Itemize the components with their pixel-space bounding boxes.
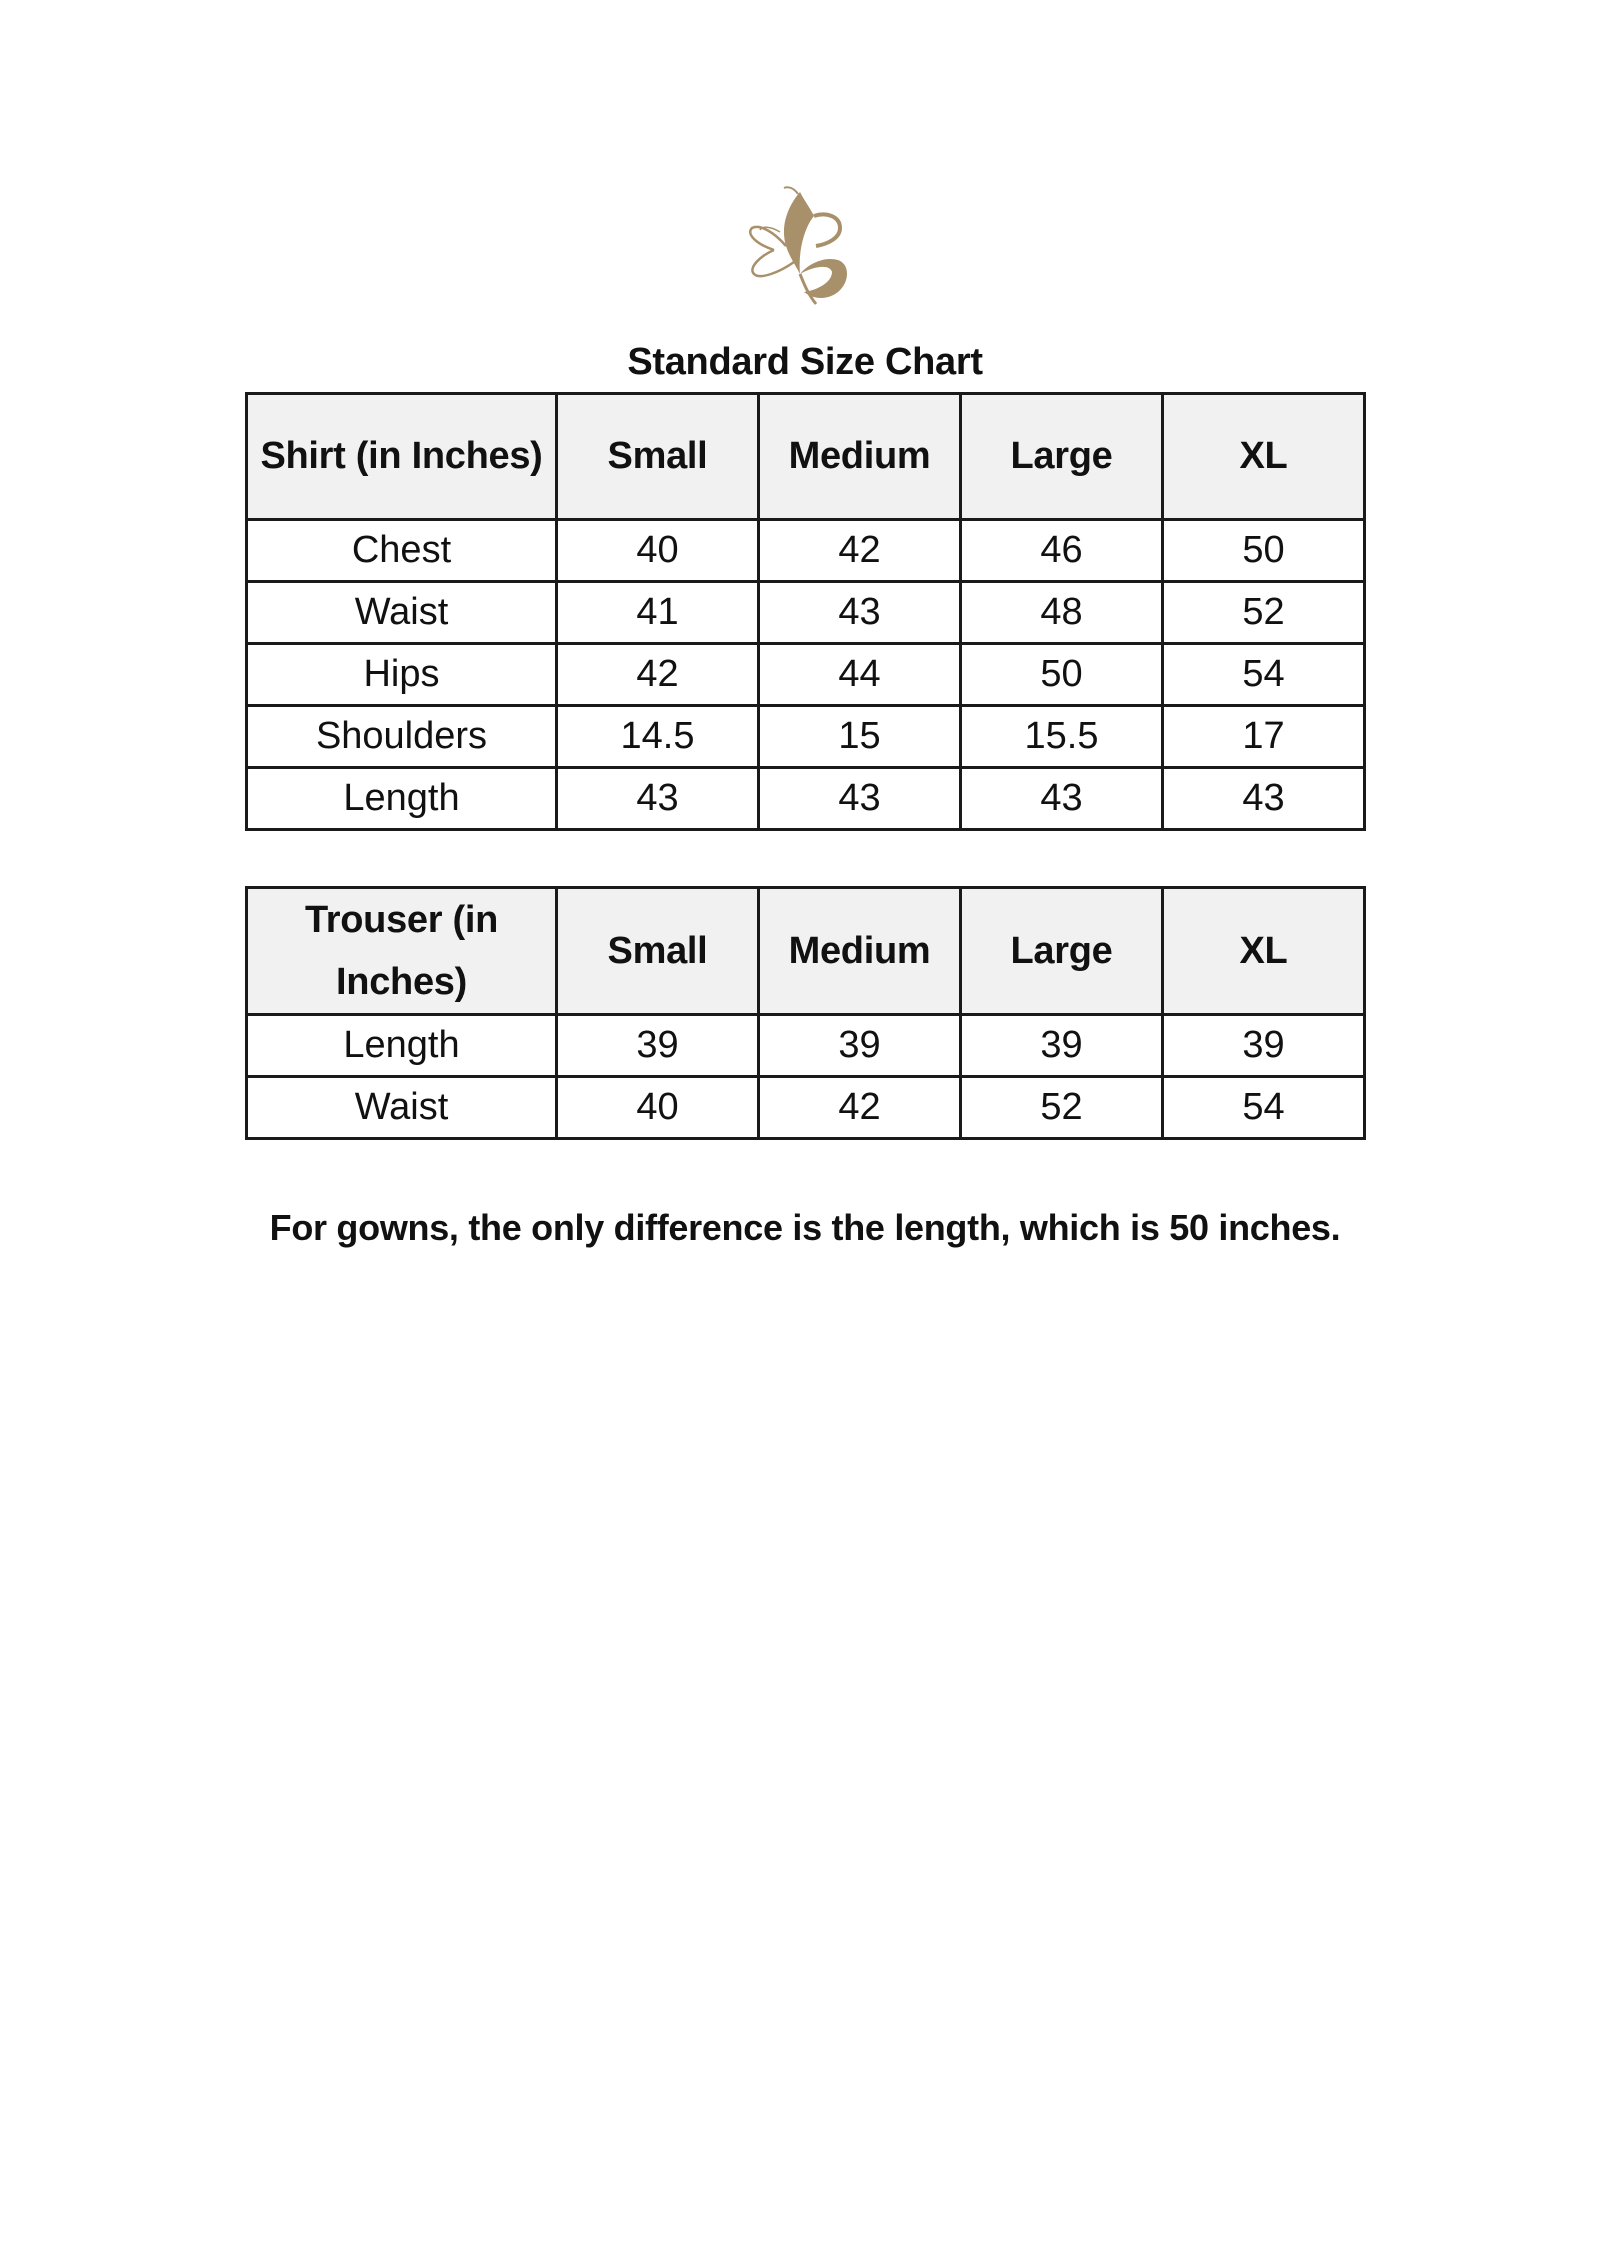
column-header-small: Small (557, 888, 759, 1015)
table-row (247, 582, 1365, 644)
table-cell: 50 (961, 644, 1163, 706)
page-title: Standard Size Chart (627, 341, 983, 383)
row-label: Shoulders (247, 706, 557, 768)
table-cell: 46 (961, 520, 1163, 582)
row-label: Chest (247, 520, 557, 582)
table-cell: 39 (557, 1015, 759, 1077)
column-header-garment (247, 888, 557, 1015)
table-row (247, 1077, 1365, 1139)
row-label: Length (247, 1015, 557, 1077)
table-row (247, 644, 1365, 706)
table-cell: 41 (557, 582, 759, 644)
table-row (247, 768, 1365, 830)
butterfly-logo-icon (738, 182, 856, 308)
table-cell: 40 (557, 520, 759, 582)
column-header-xl: XL (1163, 394, 1365, 520)
column-header-garment: Shirt (in Inches) (247, 394, 557, 520)
table-cell: 42 (759, 520, 961, 582)
table-cell: 43 (557, 768, 759, 830)
row-label: Hips (247, 644, 557, 706)
column-header-medium: Medium (759, 394, 961, 520)
column-header-medium: Medium (759, 888, 961, 1015)
table-header-row (247, 394, 1365, 520)
table-cell: 43 (759, 768, 961, 830)
table-cell: 15.5 (961, 706, 1163, 768)
table-cell: 43 (759, 582, 961, 644)
column-header-small: Small (557, 394, 759, 520)
table-cell: 39 (1163, 1015, 1365, 1077)
table-cell: 17 (1163, 706, 1365, 768)
table-row (247, 520, 1365, 582)
column-header-large: Large (961, 394, 1163, 520)
column-header-xl: XL (1163, 888, 1365, 1015)
table-cell: 15 (759, 706, 961, 768)
row-label: Length (247, 768, 557, 830)
table-row (247, 1015, 1365, 1077)
table-cell: 14.5 (557, 706, 759, 768)
table-cell: 43 (1163, 768, 1365, 830)
table-cell: 50 (1163, 520, 1365, 582)
table-header-row (247, 888, 1365, 1015)
column-header-large: Large (961, 888, 1163, 1015)
table-cell: 52 (961, 1077, 1163, 1139)
table-cell: 42 (759, 1077, 961, 1139)
table-cell: 44 (759, 644, 961, 706)
row-label: Waist (247, 1077, 557, 1139)
table-cell: 48 (961, 582, 1163, 644)
gown-length-note: For gowns, the only difference is the length, which is 50 inches. (269, 1207, 1341, 1248)
column-header-garment-label: Trouser (in Inches) (304, 899, 499, 1003)
trouser-size-table (245, 886, 1366, 1140)
table-cell: 42 (557, 644, 759, 706)
shirt-size-table (245, 392, 1366, 831)
table-cell: 54 (1163, 644, 1365, 706)
table-cell: 52 (1163, 582, 1365, 644)
row-label: Waist (247, 582, 557, 644)
table-cell: 40 (557, 1077, 759, 1139)
table-cell: 39 (759, 1015, 961, 1077)
table-cell: 43 (961, 768, 1163, 830)
table-cell: 54 (1163, 1077, 1365, 1139)
table-row (247, 706, 1365, 768)
table-cell: 39 (961, 1015, 1163, 1077)
